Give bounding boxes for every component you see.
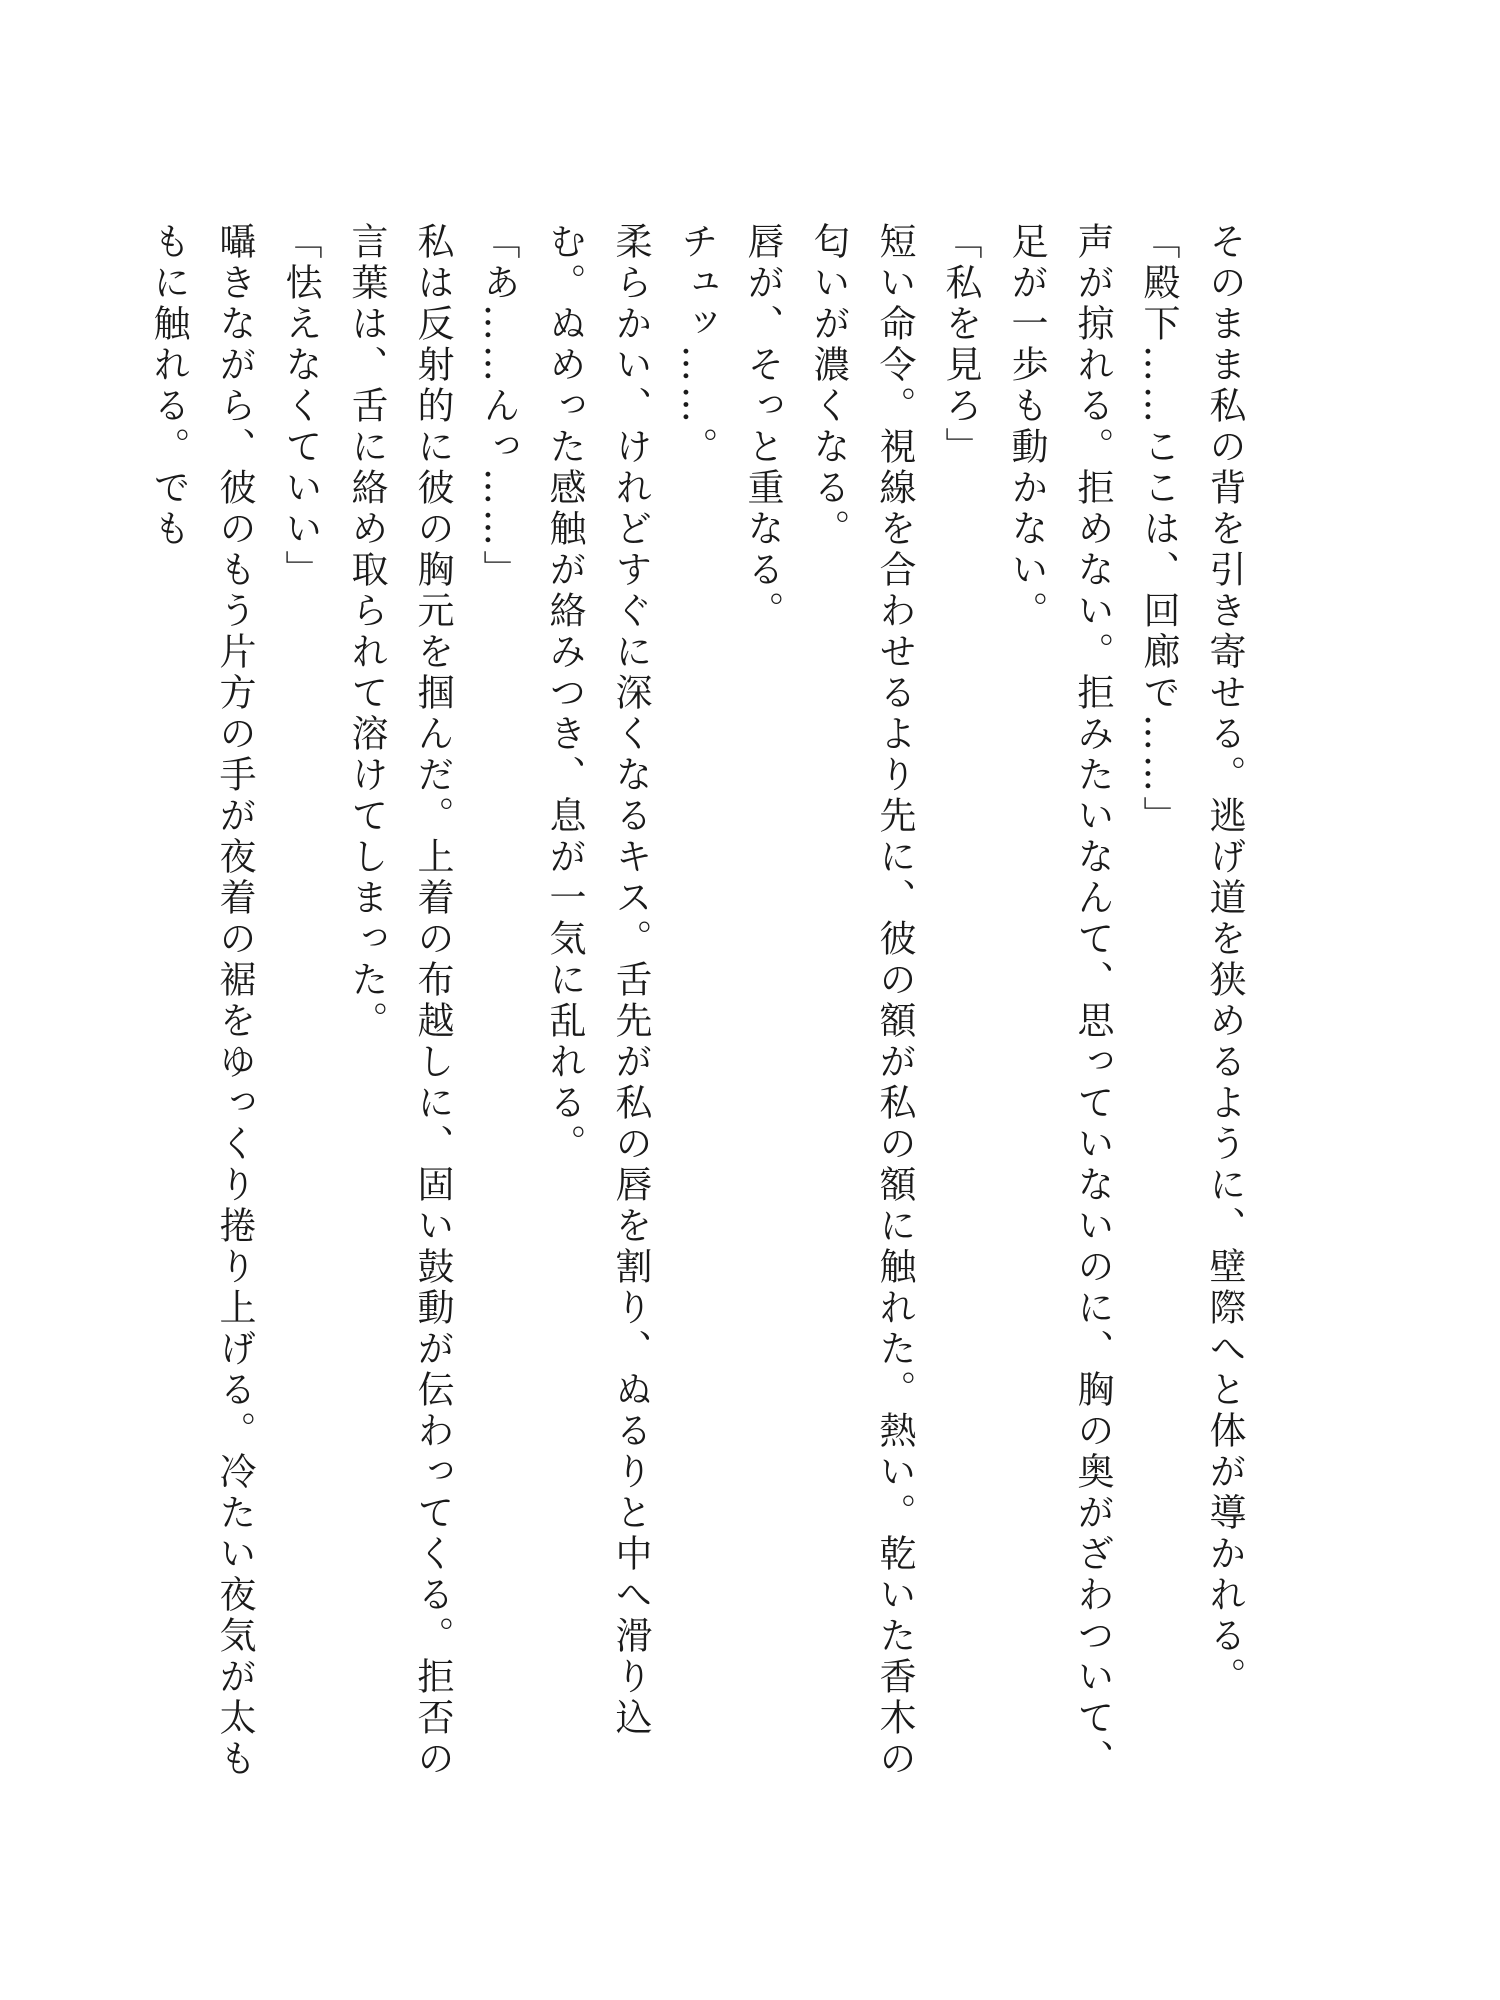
- paragraph: そのまま私の背を引き寄せる。逃げ道を狭めるように、壁際へと体が導かれる。: [1203, 222, 1246, 1698]
- paragraph: 唇が、そっと重なる。: [741, 222, 784, 632]
- paragraph: 「怯えなくていい」: [279, 222, 322, 591]
- paragraph: 囁きながら、彼のもう片方の手が夜着の裾をゆっくり捲り上げる。冷たい夜気が太ももに触れる。でも: [147, 222, 256, 1780]
- paragraph: 「私を見ろ」: [939, 222, 982, 468]
- paragraph: 声が掠れる。拒めない。拒みたいなんて、思っていないのに、胸の奥がざわついて、足が一歩も動かない。: [1005, 222, 1114, 1780]
- paragraph: 短い命令。視線を合わせるより先に、彼の額が私の額に触れた。熱い。乾いた香木の匂いが濃くなる。: [807, 222, 916, 1780]
- paragraph: 柔らかい、けれどすぐに深くなるキス。舌先が私の唇を割り、ぬるりと中へ滑り込む。ぬめった感触が絡みつき、息が一気に乱れる。: [543, 222, 652, 1739]
- paragraph: チュッ……。: [675, 222, 718, 468]
- paragraph: 「あ……んっ……」: [477, 222, 520, 591]
- paragraph: 「殿下……ここは、回廊で……」: [1137, 222, 1180, 837]
- vertical-text-body: [147, 222, 1257, 1802]
- paragraph: 私は反射的に彼の胸元を掴んだ。上着の布越しに、固い鼓動が伝わってくる。拒否の言葉は、舌に絡め取られて溶けてしまった。: [345, 222, 454, 1780]
